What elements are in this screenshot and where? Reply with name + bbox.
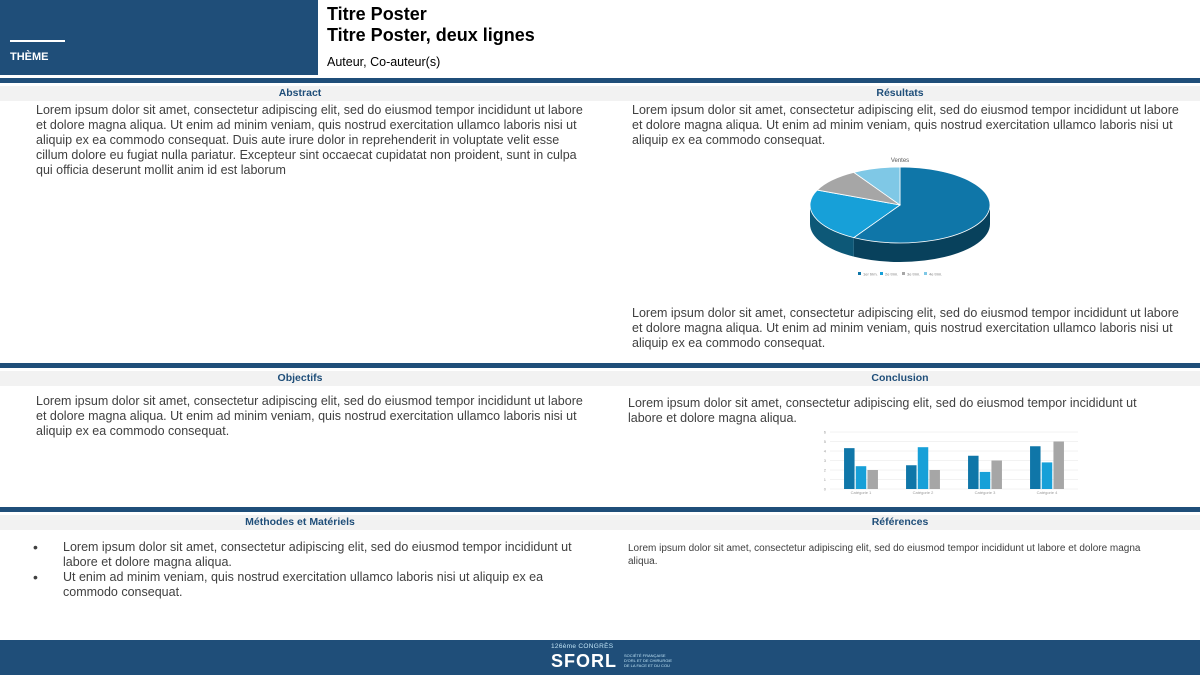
results-title: Résultats: [876, 87, 924, 99]
results-text-2: Lorem ipsum dolor sit amet, consectetur adipiscing elit, sed do eiusmod tempor incididunt ut labore et dolore magna aliqua. Ut enim ad minim veniam, quis nostrud exercitation ullamco laboris nisi ut aliquip ex ea commodo consequat.: [632, 306, 1179, 350]
theme-label: THÈME: [10, 51, 49, 63]
pie-chart-title: Ventes: [890, 158, 910, 164]
bar: [1042, 462, 1053, 489]
list-item-text: Lorem ipsum dolor sit amet, consectetur adipiscing elit, sed do eiusmod tempor incididunt ut labore et dolore magna aliqua.: [63, 540, 572, 569]
bar: [991, 461, 1002, 490]
legend-label: 1er trim.: [863, 271, 878, 277]
bar: [1030, 446, 1041, 489]
sforl-org-name: [624, 653, 672, 668]
abstract-title: Abstract: [278, 87, 322, 99]
abstract-text: Lorem ipsum dolor sit amet, consectetur adipiscing elit, sed do eiusmod tempor incididunt ut labore et dolore magna aliqua. Ut enim ad minim veniam, quis nostrud exercitation ullamco laboris nisi ut aliquip ex ea commodo consequat. Duis aute irure dolor in reprehenderit in voluptate velit esse cillum dolore eu fugiat nulla pariatur. Excepteur sint occaecat cupidatat non proident, sunt in culpa qui officia deserunt mollit anim id est laborum: [36, 103, 583, 177]
bar: [856, 466, 867, 489]
bar: [906, 465, 917, 489]
legend-swatch: [924, 272, 927, 275]
references-title: Références: [871, 516, 929, 528]
bar: [867, 470, 878, 489]
theme-banner: [0, 0, 318, 75]
x-tick-label: Catégorie 2: [912, 490, 934, 495]
poster-authors: Auteur, Co-auteur(s): [327, 55, 441, 69]
section-rule: [0, 78, 1200, 83]
methods-list: [35, 540, 585, 600]
poster-title-line2: Titre Poster, deux lignes: [327, 25, 535, 45]
legend-label: 3e trim.: [907, 271, 921, 277]
objectives-text: Lorem ipsum dolor sit amet, consectetur adipiscing elit, sed do eiusmod tempor incididunt ut labore et dolore magna aliqua. Ut enim ad minim veniam, quis nostrud exercitation ullamco laboris nisi ut aliquip ex ea commodo consequat.: [36, 394, 583, 438]
conclusion-text: Lorem ipsum dolor sit amet, consectetur adipiscing elit, sed do eiusmod tempor incididunt ut labore et dolore magna aliqua.: [628, 396, 1137, 425]
org-line-2: D'ORL ET DE CHIRURGIE: [624, 658, 673, 663]
bar-chart: [816, 428, 1082, 496]
methods-title: Méthodes et Matériels: [245, 516, 355, 528]
objectives-title: Objectifs: [277, 372, 323, 384]
bullet-icon: •: [33, 569, 38, 585]
bullet-icon: •: [33, 539, 38, 555]
x-tick-label: Catégorie 3: [974, 490, 996, 495]
section-rule: [0, 507, 1200, 512]
congress-edition: 126ème CONGRÈS: [551, 643, 614, 650]
theme-divider: [10, 40, 65, 42]
list-item-text: Ut enim ad minim veniam, quis nostrud exercitation ullamco laboris nisi ut aliquip ex ea commodo consequat.: [63, 570, 544, 599]
bar: [980, 472, 991, 489]
y-tick-label: 0: [823, 486, 826, 492]
legend-label: 4e trim.: [929, 271, 943, 277]
x-tick-label: Catégorie 4: [1036, 490, 1058, 495]
org-line-3: DE LA FACE ET DU COU: [624, 663, 670, 668]
org-line-1: SOCIÉTÉ FRANÇAISE: [624, 653, 666, 658]
legend-swatch: [858, 272, 861, 275]
poster-title: [327, 4, 535, 46]
x-tick-label: Catégorie 1: [850, 490, 872, 495]
legend-swatch: [902, 272, 905, 275]
references-text: Lorem ipsum dolor sit amet, consectetur adipiscing elit, sed do eiusmod tempor incididunt ut labore et dolore magna aliqua.: [628, 543, 1141, 567]
y-tick-label: 2: [823, 467, 826, 473]
bar: [929, 470, 940, 489]
bar: [918, 447, 929, 489]
legend-swatch: [880, 272, 883, 275]
bar: [844, 448, 855, 489]
y-tick-label: 6: [823, 429, 826, 435]
y-tick-label: 4: [823, 448, 826, 454]
section-rule: [0, 363, 1200, 368]
sforl-logo: SFORL: [551, 651, 617, 671]
conclusion-title: Conclusion: [871, 372, 929, 384]
list-item: [35, 570, 585, 600]
pie-chart: [790, 148, 1010, 284]
legend-label: 2e trim.: [885, 271, 899, 277]
y-tick-label: 3: [823, 458, 826, 463]
poster-title-line1: Titre Poster: [327, 4, 427, 24]
results-text-1: Lorem ipsum dolor sit amet, consectetur adipiscing elit, sed do eiusmod tempor incididunt ut labore et dolore magna aliqua. Ut enim ad minim veniam, quis nostrud exercitation ullamco laboris nisi ut aliquip ex ea commodo consequat.: [632, 103, 1179, 147]
list-item: [35, 540, 585, 570]
y-tick-label: 5: [823, 439, 826, 444]
y-tick-label: 1: [823, 477, 826, 482]
bar: [968, 456, 979, 489]
bar: [1053, 442, 1064, 490]
